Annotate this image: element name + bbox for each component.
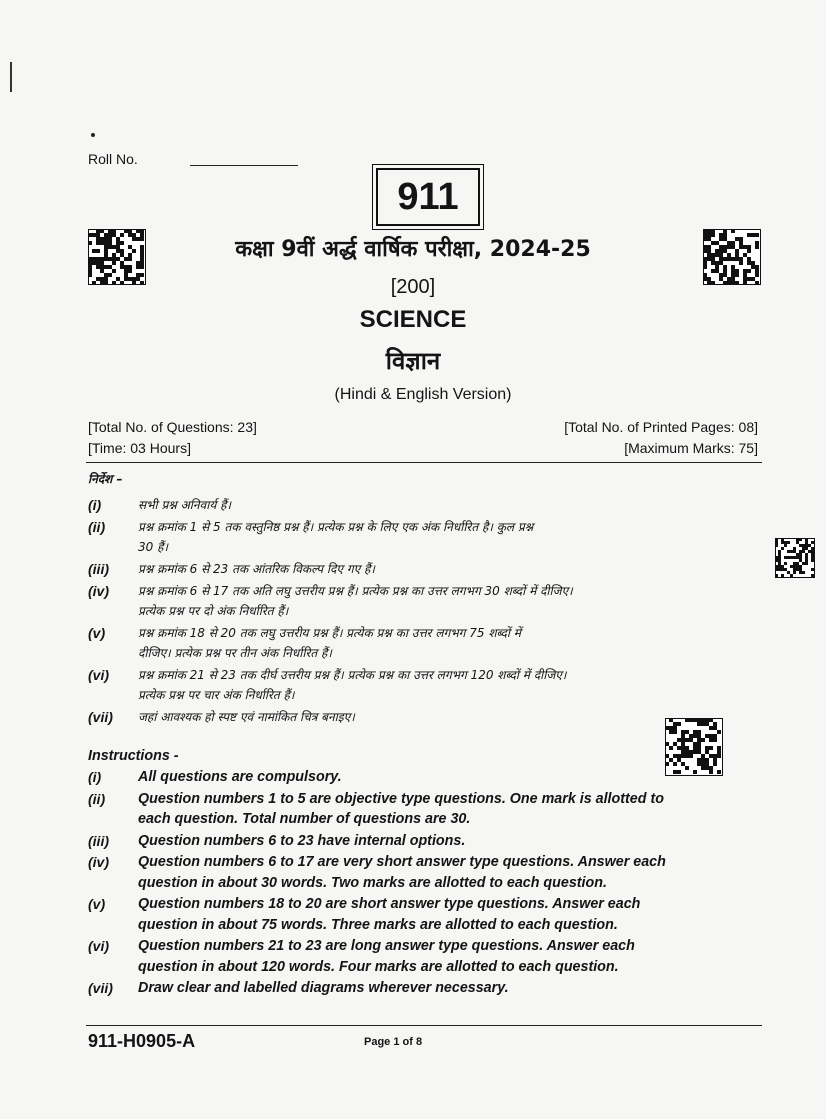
instruction-line: प्रत्येक प्रश्न पर दो अंक निर्धारित हैं। [138, 604, 289, 618]
instruction-item [88, 665, 768, 705]
instruction-item [88, 789, 768, 830]
instruction-line: Draw clear and labelled diagrams wherever necessary. [138, 980, 509, 996]
instruction-text [138, 936, 635, 977]
instruction-text [138, 767, 342, 788]
instruction-line: question in about 30 words. Two marks are allotted to each question. [138, 874, 607, 891]
instruction-line: question in about 75 words. Three marks are allotted to each question. [138, 916, 618, 933]
instruction-line: Question numbers 6 to 23 have internal options. [138, 832, 466, 849]
instruction-line: Question numbers 6 to 17 are very short answer type questions. Answer each [138, 854, 666, 870]
instruction-number: (v) [88, 896, 106, 912]
hindi-instructions-heading: निर्देश – [88, 472, 123, 486]
instruction-text [138, 789, 664, 830]
instruction-line: question in about 120 words. Four marks are allotted to each question. [138, 958, 619, 975]
header-divider [86, 462, 762, 463]
version-note: (Hindi & English Version) [334, 386, 512, 403]
instruction-number: (v) [88, 625, 106, 641]
subject-title-hindi: विज्ञान [385, 347, 441, 375]
exam-title-hindi: कक्षा 9वीं अर्द्ध वार्षिक परीक्षा, 2024-25 [235, 237, 591, 262]
scan-edge-mark [10, 62, 12, 92]
instruction-line: each question. Total number of questions are 30. [138, 811, 471, 827]
instruction-line: दीजिए। प्रत्येक प्रश्न पर तीन अंक निर्धारित हैं। [138, 646, 332, 660]
instruction-text [138, 581, 573, 621]
qr-code-margin [775, 538, 815, 578]
hindi-instruction-list [88, 495, 768, 727]
instruction-item [88, 517, 768, 557]
instruction-text [138, 623, 521, 663]
instruction-line: प्रत्येक प्रश्न पर चार अंक निर्धारित हैं। [138, 688, 295, 702]
instruction-item [88, 495, 768, 515]
instruction-item [88, 978, 768, 999]
instruction-text [138, 978, 509, 999]
instruction-line: जहां आवश्यक हो स्पष्ट एवं नामांकित चित्र बनाइए। [138, 710, 355, 724]
instruction-number: (iii) [88, 561, 109, 577]
instruction-line: Question numbers 18 to 20 are short answer type questions. Answer each [138, 896, 641, 912]
instruction-line: सभी प्रश्न अनिवार्य हैं। [138, 498, 232, 512]
paper-code: 911 [397, 175, 459, 218]
instruction-line: प्रश्न क्रमांक 1 से 5 तक वस्तुनिष्ठ प्रश्न हैं। प्रत्येक प्रश्न के लिए एक अंक निर्धारित है। कुल प्रश्न [138, 520, 534, 534]
instruction-item [88, 581, 768, 621]
instruction-item [88, 623, 768, 663]
instruction-number: (iv) [88, 854, 109, 870]
instruction-line: प्रश्न क्रमांक 6 से 23 तक आंतरिक विकल्प दिए गए हैं। [138, 562, 375, 576]
instruction-text [138, 495, 231, 515]
paper-id: 911-H0905-A [88, 1031, 196, 1051]
subject-title: SCIENCE [359, 306, 467, 333]
instruction-item [88, 936, 768, 977]
footer-divider [86, 1025, 762, 1026]
english-instruction-list [88, 767, 768, 999]
english-instructions [88, 748, 768, 1000]
instruction-item [88, 559, 768, 579]
roll-number-label: Roll No. [88, 151, 138, 167]
instruction-number: (iii) [88, 832, 109, 849]
instruction-number: (i) [88, 497, 102, 513]
instruction-line: Question numbers 21 to 23 are long answer type questions. Answer each [138, 938, 635, 954]
instruction-text [138, 831, 465, 852]
instruction-text [138, 517, 533, 557]
instruction-line: प्रश्न क्रमांक 6 से 17 तक अति लघु उत्तरीय प्रश्न हैं। प्रत्येक प्रश्न का उत्तर लगभग 30 शब्दों में दीजिए। [138, 584, 573, 598]
maximum-marks: [Maximum Marks: 75] [624, 440, 758, 456]
english-instructions-heading: Instructions - [88, 748, 179, 764]
roll-number-blank [190, 165, 298, 166]
instruction-text [138, 665, 566, 705]
instruction-item [88, 852, 768, 893]
instruction-number: (vi) [88, 667, 109, 683]
instruction-line: 30 हैं। [138, 540, 169, 554]
instruction-text [138, 559, 375, 579]
instruction-number: (i) [88, 769, 102, 785]
hindi-instructions [88, 470, 768, 729]
instruction-number: (vii) [88, 980, 113, 996]
total-questions: [Total No. of Questions: 23] [88, 419, 257, 435]
paper-code-box [376, 168, 480, 226]
printed-pages: [Total No. of Printed Pages: 08] [564, 419, 758, 435]
instruction-text [138, 852, 666, 893]
bullet-dot [91, 133, 95, 137]
instruction-item [88, 767, 768, 788]
subject-code: [200] [390, 276, 436, 298]
instruction-number: (iv) [88, 583, 109, 599]
instruction-number: (ii) [88, 519, 106, 535]
instruction-number: (ii) [88, 790, 106, 807]
instruction-item [88, 894, 768, 935]
instruction-line: प्रश्न क्रमांक 18 से 20 तक लघु उत्तरीय प्रश्न हैं। प्रत्येक प्रश्न का उत्तर लगभग 75 शब्दों में [138, 626, 521, 640]
instruction-line: Question numbers 1 to 5 are objective type questions. One mark is allotted to [138, 790, 664, 807]
instruction-line: प्रश्न क्रमांक 21 से 23 तक दीर्घ उत्तरीय प्रश्न हैं। प्रत्येक प्रश्न का उत्तर लगभग 120 शब्दों में दीजिए। [138, 668, 567, 682]
instruction-number: (vi) [88, 938, 109, 954]
instruction-item [88, 707, 768, 727]
instruction-text [138, 707, 355, 727]
instruction-number: (vii) [88, 709, 113, 725]
instruction-text [138, 894, 640, 935]
page-number: Page 1 of 8 [364, 1036, 423, 1048]
time-allowed: [Time: 03 Hours] [88, 440, 191, 456]
instruction-line: All questions are compulsory. [138, 769, 342, 785]
instruction-item [88, 831, 768, 852]
